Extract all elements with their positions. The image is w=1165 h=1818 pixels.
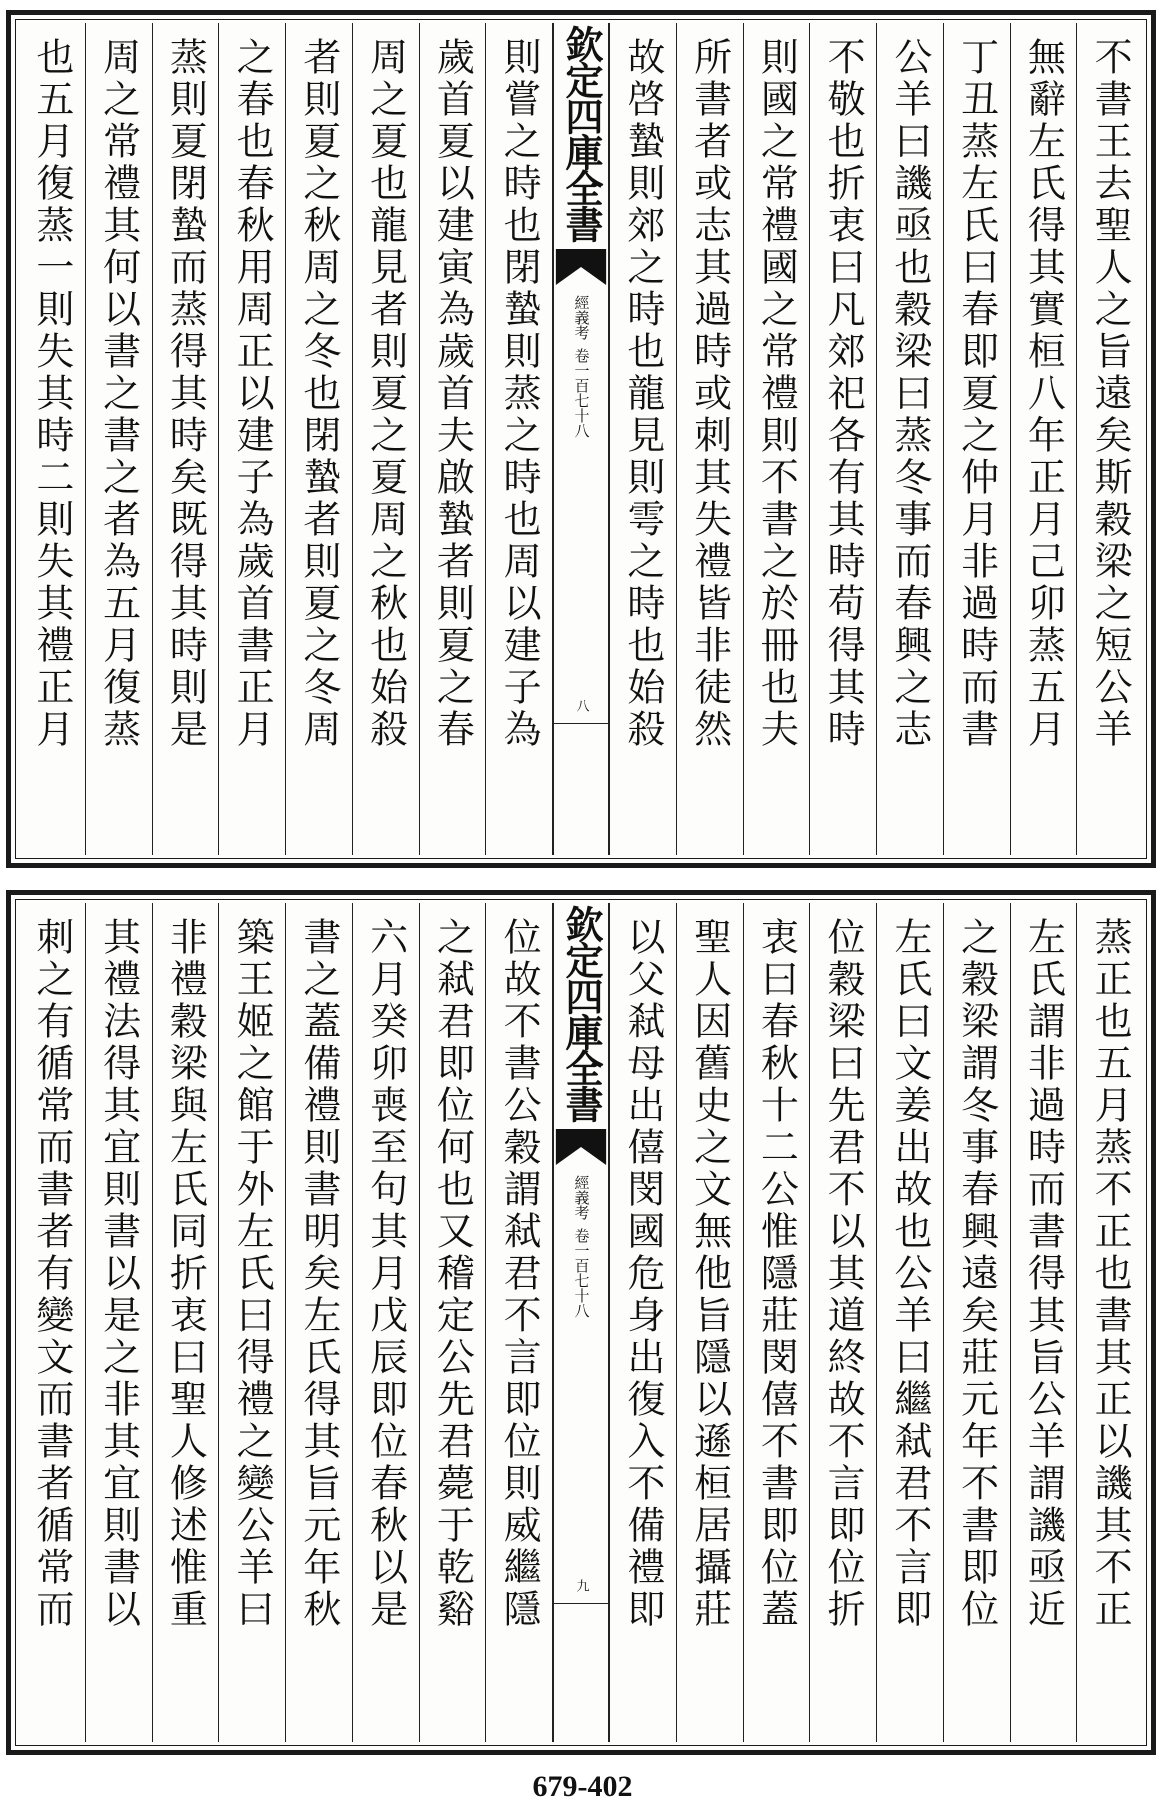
column-text: 蒸則夏閉蟄而蒸得其時矣既得其時則是 bbox=[163, 37, 208, 751]
text-column bbox=[285, 23, 352, 855]
text-column bbox=[943, 903, 1010, 1742]
column-text: 則國之常禮國之常禮則不書之於冊也夫 bbox=[754, 37, 799, 751]
column-text: 築王姬之館于外左氏曰得禮之變公羊曰 bbox=[230, 917, 275, 1631]
text-column bbox=[876, 23, 943, 855]
column-text: 書之蓋備禮則書明矣左氏得其旨元年秋 bbox=[296, 917, 341, 1631]
center-fold bbox=[552, 903, 610, 1742]
column-text: 以父弒母出僖閔國危身出復入不備禮即 bbox=[620, 917, 665, 1631]
column-text: 之弒君即位何也又稽定公先君薨于乾谿 bbox=[430, 917, 475, 1631]
column-text: 之穀梁謂冬事春興遠矣莊元年不書即位 bbox=[954, 917, 999, 1631]
page-footer-number: 679-402 bbox=[532, 1770, 633, 1803]
column-text: 所書者或志其過時或刺其失禮皆非徒然 bbox=[687, 37, 732, 751]
text-column bbox=[1076, 903, 1143, 1742]
text-column bbox=[676, 23, 743, 855]
text-columns bbox=[19, 23, 1143, 855]
text-column bbox=[743, 23, 810, 855]
text-column bbox=[1010, 903, 1077, 1742]
page-number: 八 bbox=[573, 699, 589, 712]
text-column bbox=[610, 903, 676, 1742]
page-number-divider bbox=[554, 723, 608, 724]
column-text: 非禮穀梁與左氏同折衷曰聖人修述惟重 bbox=[163, 917, 208, 1631]
text-column bbox=[19, 23, 85, 855]
text-column bbox=[809, 903, 876, 1742]
text-column bbox=[1010, 23, 1077, 855]
text-column bbox=[352, 903, 419, 1742]
text-column bbox=[485, 903, 552, 1742]
column-text: 之春也春秋用周正以建子為歲首書正月 bbox=[230, 37, 275, 751]
text-column bbox=[285, 903, 352, 1742]
text-column bbox=[610, 23, 676, 855]
text-column bbox=[218, 23, 285, 855]
volume-number: 卷一百七十八 bbox=[572, 1228, 591, 1318]
text-column bbox=[152, 23, 219, 855]
column-text: 位故不書公穀謂弒君不言即位則威繼隱 bbox=[497, 917, 542, 1631]
text-column bbox=[85, 23, 152, 855]
column-text: 蒸正也五月蒸不正也書其正以譏其不正 bbox=[1088, 917, 1133, 1631]
volume-number: 卷一百七十八 bbox=[572, 348, 591, 438]
page-upper bbox=[6, 10, 1156, 868]
column-text: 左氏曰文姜出故也公羊曰繼弒君不言即 bbox=[887, 917, 932, 1631]
center-fold bbox=[552, 23, 610, 855]
column-text: 公羊曰譏亟也穀梁曰蒸冬事而春興之志 bbox=[887, 37, 932, 751]
column-text: 不書王去聖人之旨遠矣斯穀梁之短公羊 bbox=[1088, 37, 1133, 751]
text-column bbox=[943, 23, 1010, 855]
text-column bbox=[152, 903, 219, 1742]
column-text: 衷曰春秋十二公惟隱莊閔僖不書即位蓋 bbox=[754, 917, 799, 1631]
column-text: 則嘗之時也閉蟄則蒸之時也周以建子為 bbox=[497, 37, 542, 751]
column-text: 丁丑蒸左氏曰春即夏之仲月非過時而書 bbox=[954, 37, 999, 751]
page-lower bbox=[6, 890, 1156, 1755]
column-text: 其禮法得其宜則書以是之非其宜則書以 bbox=[96, 917, 141, 1631]
column-text: 者則夏之秋周之冬也閉蟄者則夏之冬周 bbox=[296, 37, 341, 751]
column-text: 無辭左氏得其實桓八年正月己卯蒸五月 bbox=[1021, 37, 1066, 751]
column-text: 歲首夏以建寅為歲首夫啟蟄者則夏之春 bbox=[430, 37, 475, 751]
page-number: 九 bbox=[573, 1579, 589, 1592]
column-text: 左氏謂非過時而書得其旨公羊謂譏亟近 bbox=[1021, 917, 1066, 1631]
text-column bbox=[218, 903, 285, 1742]
text-column bbox=[419, 903, 486, 1742]
column-text: 周之常禮其何以書之書之者為五月復蒸 bbox=[96, 37, 141, 751]
text-columns bbox=[19, 903, 1143, 1742]
text-column bbox=[85, 903, 152, 1742]
text-column bbox=[676, 903, 743, 1742]
book-title: 欽定四庫全書 bbox=[559, 905, 604, 1121]
page-number-divider bbox=[554, 1603, 608, 1604]
text-column bbox=[352, 23, 419, 855]
text-column bbox=[1076, 23, 1143, 855]
text-column bbox=[876, 903, 943, 1742]
book-title: 欽定四庫全書 bbox=[559, 25, 604, 241]
text-column bbox=[809, 23, 876, 855]
column-text: 周之夏也龍見者則夏之夏周之秋也始殺 bbox=[363, 37, 408, 751]
book-name: 經義考 bbox=[572, 295, 591, 340]
column-text: 也五月復蒸一則失其時二則失其禮正月 bbox=[29, 37, 74, 751]
text-column bbox=[19, 903, 85, 1742]
column-text: 六月癸卯喪至句其月戊辰即位春秋以是 bbox=[363, 917, 408, 1631]
column-text: 位穀梁曰先君不以其道終故不言即位折 bbox=[821, 917, 866, 1631]
text-column bbox=[743, 903, 810, 1742]
text-column bbox=[485, 23, 552, 855]
fish-tail-mark-icon bbox=[554, 1129, 608, 1167]
book-name: 經義考 bbox=[572, 1175, 591, 1220]
column-text: 刺之有循常而書者有變文而書者循常而 bbox=[29, 917, 74, 1631]
column-text: 故啓蟄則郊之時也龍見則雩之時也始殺 bbox=[620, 37, 665, 751]
fish-tail-mark-icon bbox=[554, 249, 608, 287]
column-text: 不敬也折衷曰凡郊祀各有其時苟得其時 bbox=[821, 37, 866, 751]
text-column bbox=[419, 23, 486, 855]
column-text: 聖人因舊史之文無他旨隱以遜桓居攝莊 bbox=[687, 917, 732, 1631]
